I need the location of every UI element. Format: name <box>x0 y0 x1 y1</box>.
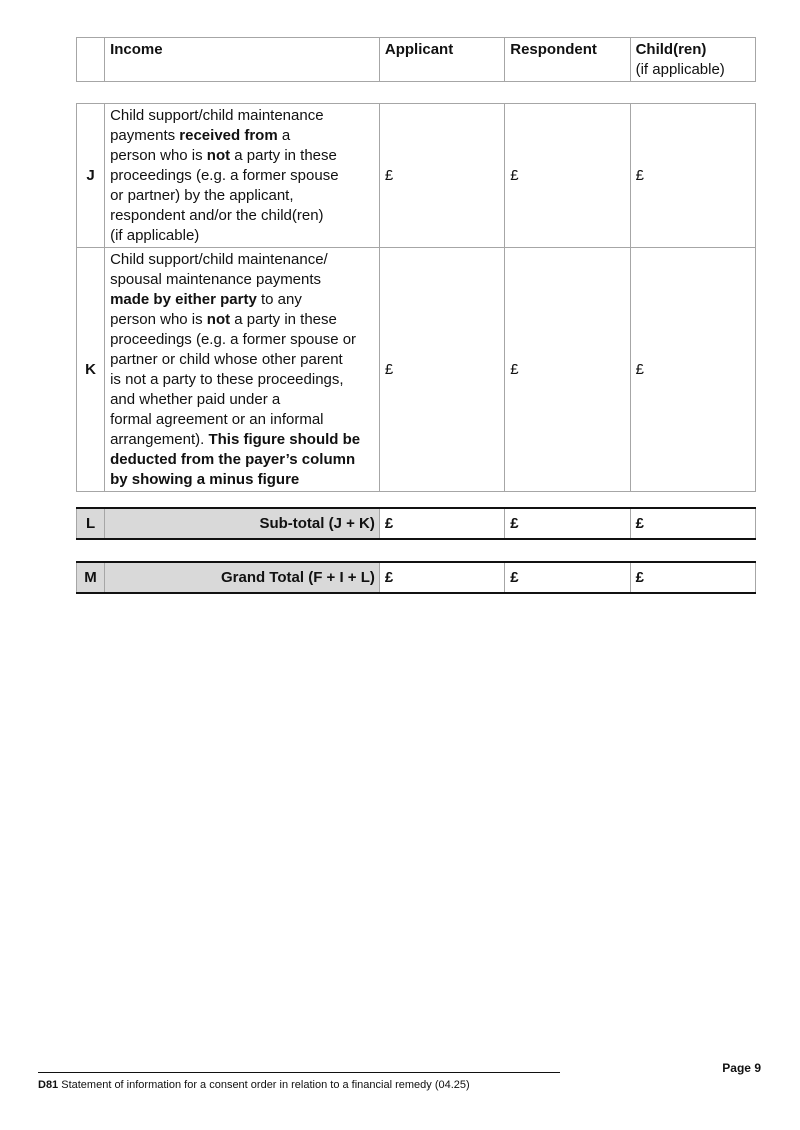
desc-line: person who is <box>110 311 207 328</box>
header-income: Income <box>105 38 380 82</box>
desc-line: proceedings (e.g. a former spouse or <box>110 331 357 348</box>
table-row-k <box>77 248 756 492</box>
table-row-j <box>77 104 756 248</box>
applicant-amount-k[interactable]: £ <box>379 248 504 492</box>
respondent-grandtotal[interactable]: £ <box>505 562 630 593</box>
desc-line: spousal maintenance payments <box>110 271 322 288</box>
desc-line: respondent and/or the child(ren) <box>110 207 324 224</box>
children-amount-j[interactable]: £ <box>630 104 755 248</box>
desc-line: or partner) by the applicant, <box>110 187 294 204</box>
grandtotal-label: Grand Total (F + I + L) <box>105 562 380 593</box>
desc-line: partner or child whose other parent <box>110 351 343 368</box>
row-letter-m: M <box>77 562 105 593</box>
desc-line: and whether paid under a <box>110 391 281 408</box>
maintenance-table <box>76 103 756 492</box>
income-header-table <box>76 37 756 82</box>
desc-line: arrangement). <box>110 431 209 448</box>
respondent-amount-j[interactable]: £ <box>505 104 630 248</box>
desc-line: formal agreement or an informal <box>110 411 324 428</box>
children-grandtotal[interactable]: £ <box>630 562 755 593</box>
applicant-amount-j[interactable]: £ <box>379 104 504 248</box>
desc-emphasis: not <box>206 311 231 328</box>
desc-line: is not a party to these proceedings, <box>110 371 344 388</box>
desc-line: a party in these <box>230 147 337 164</box>
desc-emphasis: received from <box>179 127 278 144</box>
header-respondent: Respondent <box>505 38 630 82</box>
table-row-m <box>77 562 756 593</box>
row-description-j <box>105 104 380 248</box>
header-letter-cell <box>77 38 105 82</box>
header-children: Child(ren) <box>635 41 707 58</box>
header-applicant: Applicant <box>379 38 504 82</box>
desc-emphasis: This figure should be <box>208 431 361 448</box>
desc-emphasis: made by either party <box>110 291 257 308</box>
desc-line: a party in these <box>230 311 337 328</box>
desc-line: payments <box>110 127 180 144</box>
desc-line: to any <box>256 291 302 308</box>
footer-divider <box>38 1072 560 1073</box>
header-children-note: (if applicable) <box>635 61 725 78</box>
children-subtotal[interactable]: £ <box>630 508 755 539</box>
form-title: Statement of information for a consent order in relation to a financial remedy (04.25) <box>58 1079 470 1091</box>
desc-line: proceedings (e.g. a former spouse <box>110 167 339 184</box>
row-description-k <box>105 248 380 492</box>
desc-line: (if applicable) <box>110 227 200 244</box>
applicant-subtotal[interactable]: £ <box>379 508 504 539</box>
respondent-amount-k[interactable]: £ <box>505 248 630 492</box>
subtotal-label: Sub-total (J + K) <box>105 508 380 539</box>
row-letter-j: J <box>77 104 105 248</box>
desc-emphasis: by showing a minus figure <box>110 471 300 488</box>
row-letter-l: L <box>77 508 105 539</box>
desc-line: Child support/child maintenance <box>110 107 324 124</box>
applicant-grandtotal[interactable]: £ <box>379 562 504 593</box>
desc-line: person who is <box>110 147 207 164</box>
row-letter-k: K <box>77 248 105 492</box>
subtotal-table <box>76 507 756 540</box>
desc-emphasis: not <box>206 147 231 164</box>
header-children-cell <box>630 38 755 82</box>
table-row-l <box>77 508 756 539</box>
page-number: Page 9 <box>722 1061 761 1075</box>
desc-emphasis: deducted from the payer’s column <box>110 451 356 468</box>
children-amount-k[interactable]: £ <box>630 248 755 492</box>
grandtotal-table <box>76 561 756 594</box>
form-footer <box>38 1079 470 1091</box>
desc-line: Child support/child maintenance/ <box>110 251 328 268</box>
desc-line: a <box>277 127 291 144</box>
form-code: D81 <box>38 1079 59 1091</box>
respondent-subtotal[interactable]: £ <box>505 508 630 539</box>
